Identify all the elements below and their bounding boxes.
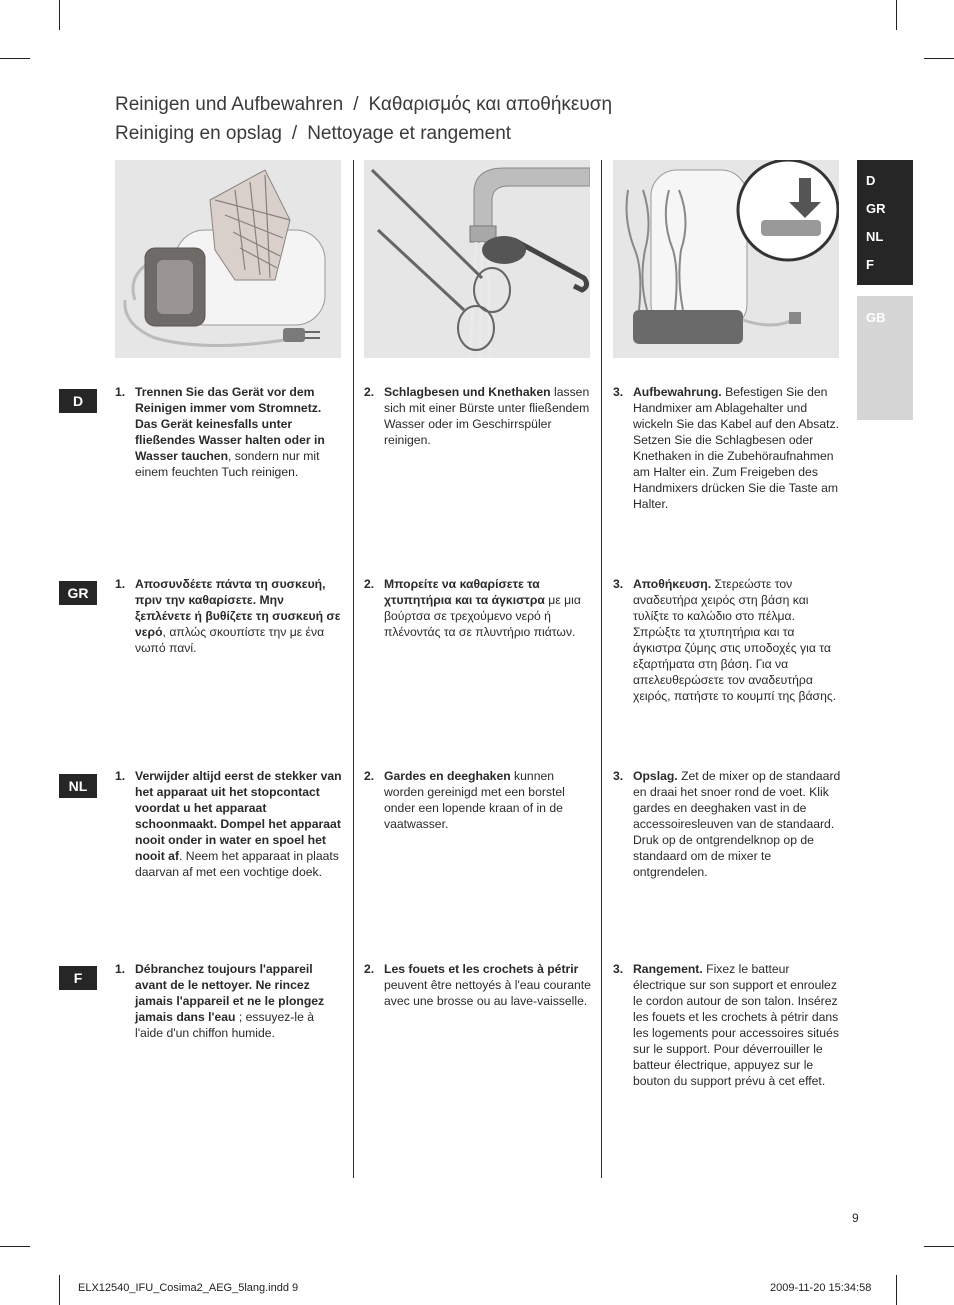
crop-mark	[0, 58, 30, 59]
step-number: 2.	[364, 577, 375, 591]
step-bold: Αποθήκευση.	[633, 577, 712, 591]
step-text: ; essuyez-le à l'aide d'un chiffon humide.	[135, 1010, 315, 1040]
step-number: 1.	[115, 769, 126, 783]
step-number: 1.	[115, 385, 126, 399]
step-number: 3.	[613, 962, 624, 976]
step-number: 3.	[613, 577, 624, 591]
step-bold: Les fouets et les crochets à pétrir	[384, 962, 579, 976]
crop-mark	[59, 1275, 60, 1305]
step-text: . Neem het apparaat in plaats daarvan af met een vochtige doek.	[135, 849, 339, 879]
lang-label-f: F	[59, 966, 97, 990]
step-bold: Αποσυνδέετε πάντα τη συσκευή, πριν την καθαρίσετε. Μην ξεπλένετε ή βυθίζετε τη συσκευή σε νερό	[135, 577, 341, 639]
tab-d: D	[866, 173, 876, 188]
footer-timestamp: 2009-11-20 15:34:58	[770, 1282, 872, 1294]
step-text: Στερεώστε τον αναδευτήρα χειρός στη βάση και τυλίξτε το καλώδιο στο πέλμα. Σπρώξτε τα χτυπητήρια και τα άγκιστρα ζύμης στις υποδοχές για τα εξαρτήματα στη βάση. Για να απελευθερώσετε τον αναδευτήρα χειρός, πατήστε το κουμπί της βάσης.	[633, 577, 837, 703]
title-de: Reinigen und Aufbewahren	[115, 94, 344, 115]
illustration-beaters-tap	[364, 160, 590, 358]
step-number: 3.	[613, 385, 624, 399]
crop-mark	[59, 0, 60, 30]
page-title-line-2	[115, 123, 511, 145]
step-text: Fixez le batteur électrique sur son support et enroulez le cordon autour de son talon. Insérez les fouets et les crochets à pétrir dans les logements pour accessoires situés sur le support. Pour déverrouiller le batteur électrique, appuyez sur le bouton du support prévu à cet effet.	[633, 962, 839, 1088]
step-bold: Verwijder altijd eerst de stekker van het apparaat uit het stopcontact voordat u het apparaat schoonmaakt. Dompel het apparaat nooit onder in water en spoel het nooit af	[135, 769, 342, 863]
crop-mark	[896, 1275, 897, 1305]
step-text: , sondern nur mit einem feuchten Tuch reinigen.	[135, 449, 320, 479]
page-number: 9	[852, 1211, 859, 1225]
title-nl: Reiniging en opslag	[115, 123, 282, 144]
illustration-mixer-stand	[613, 160, 839, 358]
step-text: με μια βούρτσα σε τρεχούμενο νερό ή πλένοντάς τα σε πλυντήριο πιάτων.	[384, 593, 581, 639]
step-bold: Trennen Sie das Gerät vor dem Reinigen immer vom Stromnetz. Das Gerät keinesfalls unter fließendes Wasser halten oder in Wasser tauchen	[135, 385, 325, 463]
mixer-cloth-drawing	[115, 160, 341, 358]
tab-gb: GB	[866, 310, 886, 325]
column-divider	[353, 160, 354, 1178]
step-text: Zet de mixer op de standaard en draai het snoer rond de voet. Klik gardes en deeghaken vast in de accessoiresleuven van de standaard. Druk op de ontgrendelknop op de standaard om de mixer te ontgrendelen.	[633, 769, 841, 879]
step-text: peuvent être nettoyés à l'eau courante avec une brosse ou au lave-vaisselle.	[384, 978, 591, 1008]
step-text: , απλώς σκουπίστε την με ένα νωπό πανί.	[135, 625, 325, 655]
step-number: 1.	[115, 962, 126, 976]
step-bold: Μπορείτε να καθαρίσετε τα χτυπητήρια και τα άγκιστρα	[384, 577, 545, 607]
title-separator: /	[353, 94, 359, 115]
title-separator: /	[291, 123, 298, 144]
title-fr: Nettoyage et rangement	[307, 123, 512, 144]
step-number: 1.	[115, 577, 126, 591]
step-number: 3.	[613, 769, 624, 783]
mixer-stand-drawing	[613, 160, 839, 358]
step-text: lassen sich mit einer Bürste unter fließendem Wasser oder im Geschirrspüler reinigen.	[384, 385, 590, 447]
crop-mark	[924, 1246, 954, 1247]
step-number: 2.	[364, 962, 375, 976]
step-text: kunnen worden gereinigd met een borstel onder een lopende kraan of in de vaatwasser.	[384, 769, 565, 831]
step-number: 2.	[364, 385, 375, 399]
step-number: 2.	[364, 769, 375, 783]
tab-f: F	[866, 257, 874, 272]
page-title-line-1	[115, 94, 612, 116]
step-bold: Gardes en deeghaken	[384, 769, 511, 783]
step-bold: Opslag.	[633, 769, 678, 783]
column-divider	[601, 160, 602, 1178]
tab-gr: GR	[866, 201, 886, 216]
crop-mark	[896, 0, 897, 30]
lang-label-d: D	[59, 389, 97, 413]
footer-file: ELX12540_IFU_Cosima2_AEG_5lang.indd 9	[78, 1282, 299, 1294]
illustration-mixer-cloth	[115, 160, 341, 358]
tab-nl: NL	[866, 229, 884, 244]
step-text: Befestigen Sie den Handmixer am Ablagehalter und wickeln Sie das Kabel auf den Absatz. Setzen Sie die Schlagbesen oder Knethaken in die Zubehöraufnahmen am Halter ein. Zum Freigeben des Handmixers drücken Sie die Taste am Halter.	[633, 385, 839, 511]
crop-mark	[924, 58, 954, 59]
lang-label-gr: GR	[59, 581, 97, 605]
title-gr: Καθαρισμός και αποθήκευση	[368, 94, 613, 115]
step-bold: Aufbewahrung.	[633, 385, 722, 399]
step-bold: Débranchez toujours l'appareil avant de le nettoyer. Ne rincez jamais l'appareil et ne le plongez jamais dans l'eau	[135, 962, 325, 1024]
step-bold: Rangement.	[633, 962, 703, 976]
step-bold: Schlagbesen und Knethaken	[384, 385, 551, 399]
beaters-tap-drawing	[364, 160, 590, 358]
lang-label-nl: NL	[59, 774, 97, 798]
crop-mark	[0, 1246, 30, 1247]
